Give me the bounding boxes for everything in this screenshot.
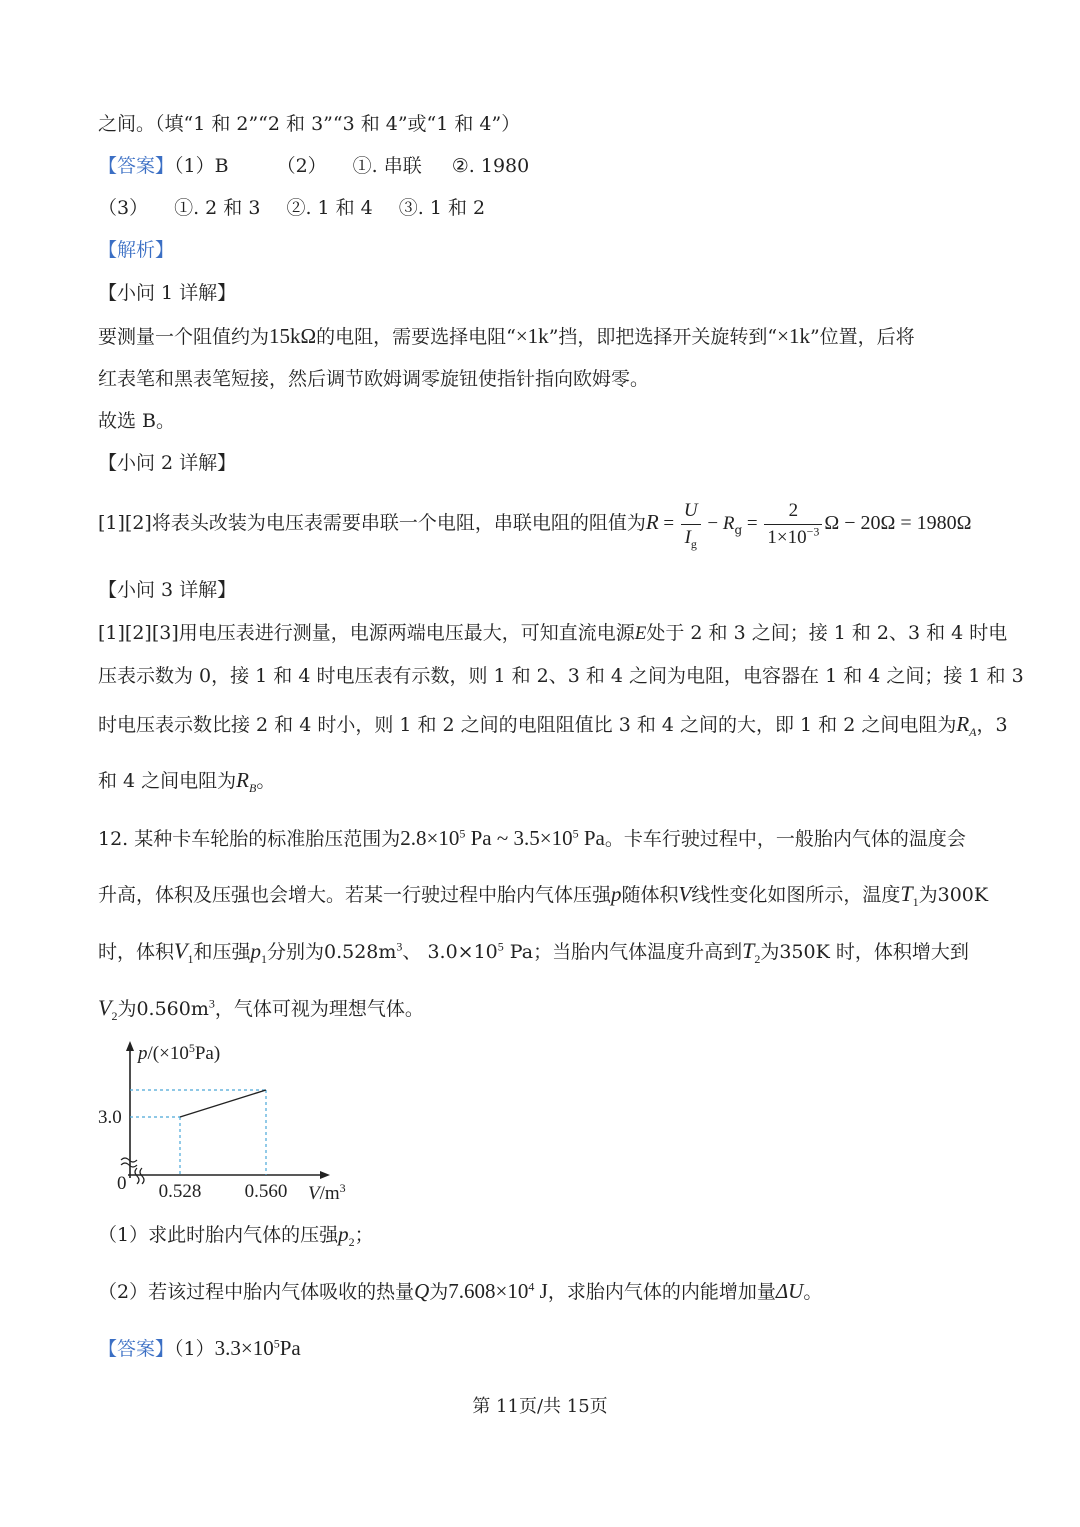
answer-part1: （1）B <box>174 155 229 177</box>
q3-line1: [1][2][3]用电压表进行测量，电源两端电压最大，可知直流电源E处于 2 和 3 之间；接 1 和 2、3 和 4 时电 <box>98 622 1008 644</box>
answer-part3-b: ②. 1 和 4 <box>286 197 373 219</box>
answer-line-3: 【答案】$(1)3.3\times 10^5Pa$ <box>98 1336 301 1360</box>
continuation-line: 之间。（填“1 和 2”“2 和 3”“3 和 4”或“1 和 4”） <box>98 113 521 135</box>
answer-part3-label: （3） <box>98 197 149 219</box>
y-axis-arrow <box>126 1041 134 1051</box>
y-axis-label: $p/(\times 10^5Pa)$ <box>138 1041 221 1064</box>
two-over-1e-3-fraction: $\frac{2}{1\times 10^{-3}}$ <box>764 498 822 551</box>
analysis-tag: 【解析】 <box>98 239 175 261</box>
q2-formula-line: [1][2]将表头改装为电压表需要串联一个电阻，串联电阻的阻值为R = $\frac{U}{I_g}$ − $R_g$ = $\frac{2}{1\times 10^{-3}}$ Ω − 20Ω = 1980Ω <box>98 499 972 551</box>
guide-lines <box>130 1090 266 1175</box>
origin-label: 0 <box>117 1173 127 1194</box>
y-axis-break <box>121 1158 137 1167</box>
u-over-ig-fraction: $\frac{U}{I_g}$ <box>681 498 701 551</box>
y-tick-label: 3.0 <box>98 1107 122 1128</box>
answer-line-1 <box>98 154 529 178</box>
sub-question-2: （2）若该过程中胎内气体吸收的热量Q为$7.608\times 10^4$ J，求胎内气体的内能增加量ΔU。 <box>98 1279 823 1303</box>
q3-line2: 压表示数为 0，接 1 和 4 时电压表有示数，则 1 和 2、3 和 4 之间为电阻，电容器在 1 和 4 之间；接 1 和 3 <box>98 665 1024 687</box>
x-tick-label: 0.560 <box>244 1181 288 1202</box>
answer-part3-c: ③. 1 和 2 <box>398 197 486 219</box>
q1-line3: 故选 B。 <box>98 410 176 432</box>
q1-heading: 【小问 1 详解】 <box>98 282 237 304</box>
answer-part2-a: ①. 串联 <box>352 155 422 177</box>
x-axis-break <box>135 1168 144 1184</box>
answer-line-2 <box>98 196 485 220</box>
x-tick-label: 0.528 <box>158 1181 202 1202</box>
sub-question-1: （1）求此时胎内气体的压强$p_2$； <box>98 1222 374 1249</box>
problem12-line1: 12. 某种卡车轮胎的标准胎压范围为$2.8\times 10^5$ Pa ~ $3.5\times 10^5$ Pa。卡车行驶过程中，一般胎内气体的温度会 <box>98 826 966 850</box>
pv-graph <box>90 1035 360 1205</box>
problem12-line2: 升高，体积及压强也会增大。若某一行驶过程中胎内气体压强p随体积V线性变化如图所示，温度$T_1$为300K <box>98 881 989 909</box>
answer-part2-b: ②. 1980 <box>451 155 530 177</box>
q3-line3: 时电压表示数比接 2 和 4 时小，则 1 和 2 之间的电阻阻值比 3 和 4 之间的大，即 1 和 2 之间电阻为$R_A$，3 <box>98 712 1008 739</box>
x-axis-label: $V/m^3$ <box>308 1181 346 1204</box>
problem12-line4: $V_2$为$0.560m^3$，气体可视为理想气体。 <box>98 995 424 1023</box>
q3-line4: 和 4 之间电阻为$R_B$。 <box>98 768 276 795</box>
answer-part2-label: （2） <box>276 155 327 177</box>
pv-series-line <box>180 1090 266 1117</box>
q2-heading: 【小问 2 详解】 <box>98 452 237 474</box>
answer-tag: 【答案】 <box>98 155 175 177</box>
q2-text: [1][2]将表头改装为电压表需要串联一个电阻，串联电阻的阻值为 <box>98 512 646 534</box>
q1-line1: 要测量一个阻值约为15kΩ的电阻，需要选择电阻“×1k”挡，即把选择开关旋转到“×1k”位置，后将 <box>98 324 915 348</box>
problem12-line3: 时，体积$V_1$和压强$p_1$分别为$0.528m^3$、 $3.0\times 10^5$ Pa；当胎内气体温度升高到$T_2$为350K 时，体积增大到 <box>98 938 969 966</box>
answer-tag: 【答案】 <box>98 1338 175 1360</box>
x-axis-arrow <box>320 1171 330 1179</box>
page-footer: 第 11页/共 15页 <box>472 1396 608 1417</box>
answer-part3-a: ①. 2 和 3 <box>174 197 261 219</box>
q1-line2: 红表笔和黑表笔短接，然后调节欧姆调零旋钮使指针指向欧姆零。 <box>98 368 650 390</box>
q3-heading: 【小问 3 详解】 <box>98 579 237 601</box>
